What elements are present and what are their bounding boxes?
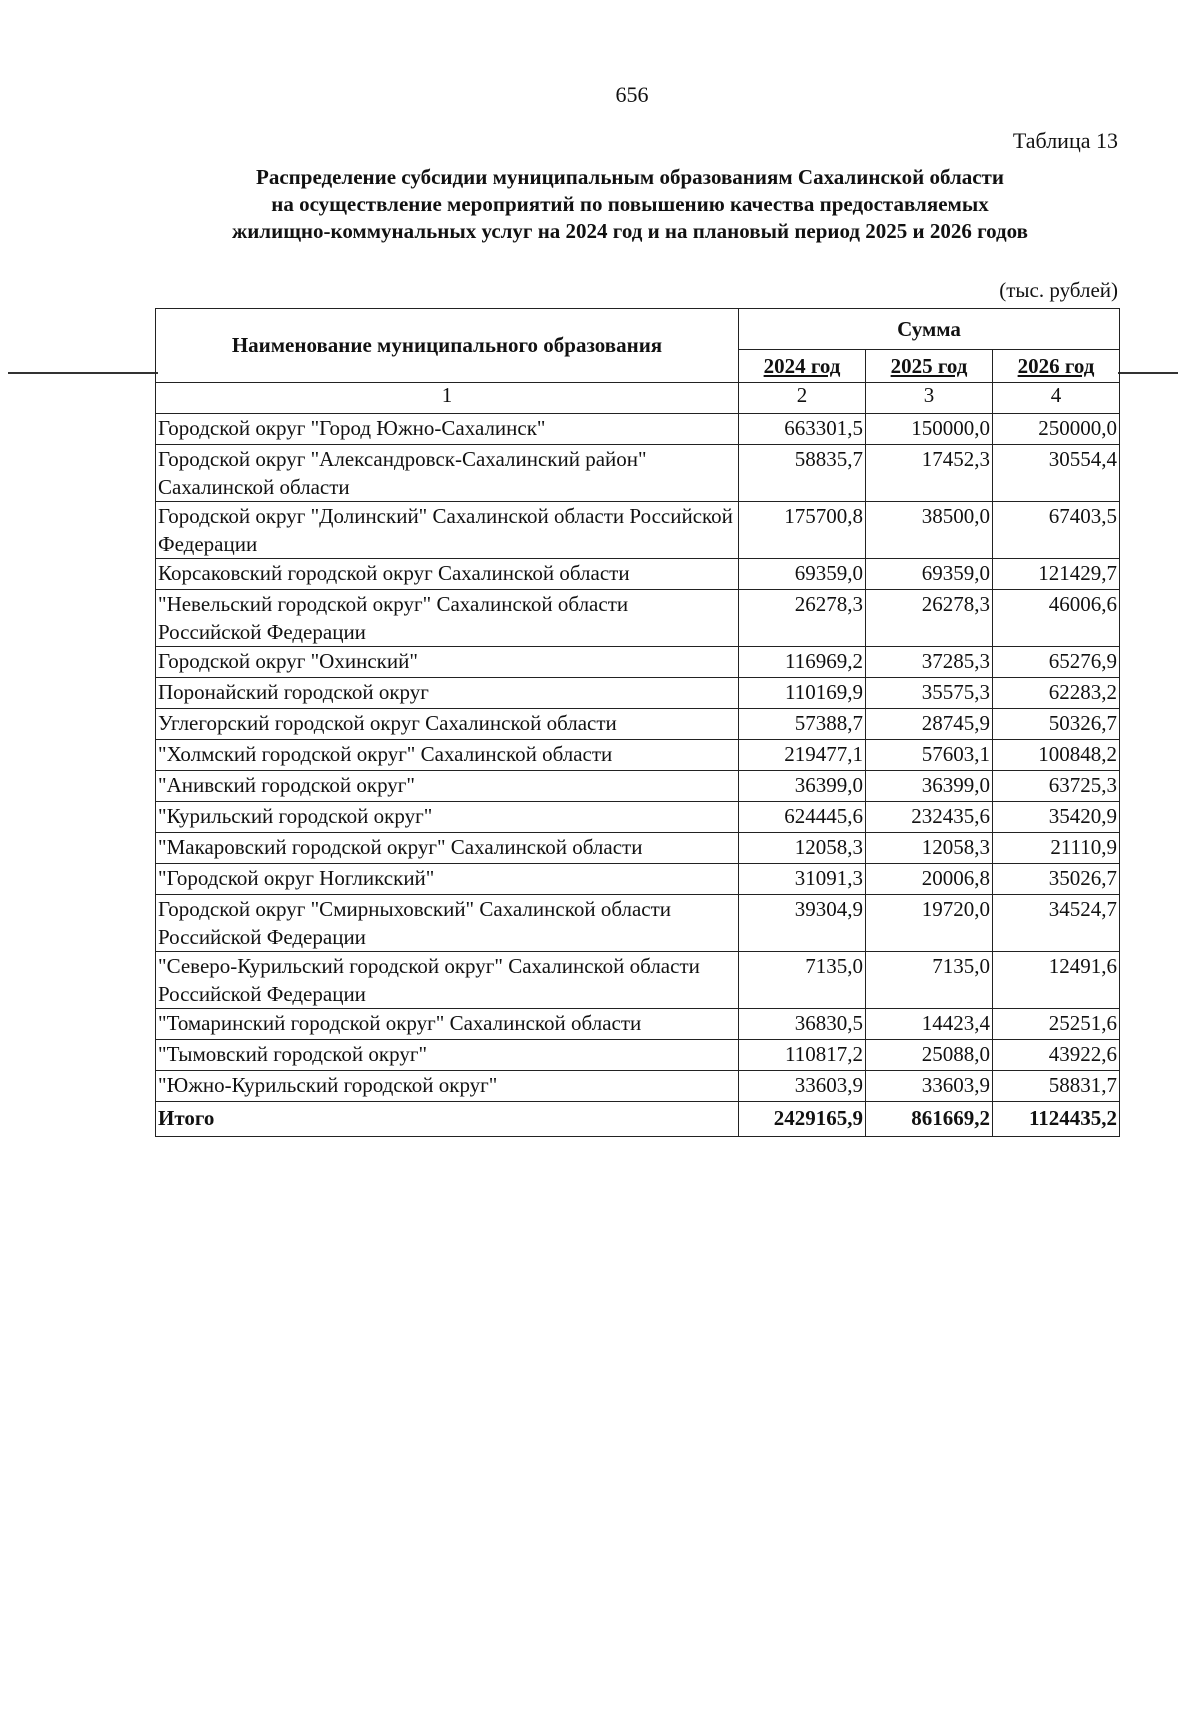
amount-2024: 7135,0 (739, 952, 866, 1009)
amount-2024: 175700,8 (739, 502, 866, 559)
amount-2026: 63725,3 (993, 771, 1120, 802)
amount-2026: 250000,0 (993, 414, 1120, 445)
header-sum: Сумма (739, 309, 1120, 350)
municipality-name: "Городской округ Ногликский" (156, 864, 739, 895)
amount-2025: 33603,9 (866, 1071, 993, 1102)
amount-2026: 46006,6 (993, 590, 1120, 647)
municipality-name: "Южно-Курильский городской округ" (156, 1071, 739, 1102)
amount-2025: 57603,1 (866, 740, 993, 771)
amount-2024: 69359,0 (739, 559, 866, 590)
municipality-name: "Курильский городской округ" (156, 802, 739, 833)
amount-2025: 12058,3 (866, 833, 993, 864)
amount-2026: 50326,7 (993, 709, 1120, 740)
table-row (156, 678, 1120, 709)
amount-2025: 35575,3 (866, 678, 993, 709)
municipality-name: Городской округ "Охинский" (156, 647, 739, 678)
total-2026: 1124435,2 (993, 1102, 1120, 1137)
amount-2025: 19720,0 (866, 895, 993, 952)
amount-2025: 36399,0 (866, 771, 993, 802)
amount-2026: 35420,9 (993, 802, 1120, 833)
municipality-name: Городской округ "Долинский" Сахалинской области Российской Федерации (156, 502, 739, 559)
column-number: 4 (993, 383, 1120, 414)
amount-2024: 36830,5 (739, 1009, 866, 1040)
municipality-name: Углегорский городской округ Сахалинской области (156, 709, 739, 740)
total-label: Итого (156, 1102, 739, 1137)
page-number: 656 (615, 82, 649, 107)
table-row (156, 802, 1120, 833)
amount-2025: 7135,0 (866, 952, 993, 1009)
table-row (156, 559, 1120, 590)
municipality-name: Городской округ "Александровск-Сахалинский район" Сахалинской области (156, 445, 739, 502)
table-row (156, 502, 1120, 559)
column-number: 2 (739, 383, 866, 414)
municipality-name: "Северо-Курильский городской округ" Сахалинской области Российской Федерации (156, 952, 739, 1009)
table-label: Таблица 13 (1012, 128, 1118, 153)
amount-2026: 12491,6 (993, 952, 1120, 1009)
amount-2024: 12058,3 (739, 833, 866, 864)
amount-2024: 58835,7 (739, 445, 866, 502)
units-label: (тыс. рублей) (999, 278, 1118, 302)
amount-2026: 43922,6 (993, 1040, 1120, 1071)
municipality-name: "Тымовский городской округ" (156, 1040, 739, 1071)
header-year-2024: 2024 год (739, 350, 866, 383)
scan-artifact-line-left (8, 372, 158, 374)
table-row (156, 895, 1120, 952)
municipality-name: Корсаковский городской округ Сахалинской области (156, 559, 739, 590)
amount-2026: 62283,2 (993, 678, 1120, 709)
total-2024: 2429165,9 (739, 1102, 866, 1137)
total-row (156, 1102, 1120, 1137)
table-row (156, 1009, 1120, 1040)
amount-2026: 30554,4 (993, 445, 1120, 502)
amount-2024: 624445,6 (739, 802, 866, 833)
amount-2025: 25088,0 (866, 1040, 993, 1071)
document-title (150, 164, 1110, 245)
table-row (156, 740, 1120, 771)
amount-2026: 21110,9 (993, 833, 1120, 864)
column-number: 1 (156, 383, 739, 414)
table-row (156, 1071, 1120, 1102)
amount-2026: 100848,2 (993, 740, 1120, 771)
amount-2024: 33603,9 (739, 1071, 866, 1102)
title-line-2: на осуществление мероприятий по повышению качества предоставляемых (271, 192, 989, 216)
amount-2025: 150000,0 (866, 414, 993, 445)
amount-2024: 116969,2 (739, 647, 866, 678)
amount-2025: 69359,0 (866, 559, 993, 590)
column-number: 3 (866, 383, 993, 414)
header-municipality: Наименование муниципального образования (156, 309, 739, 383)
municipality-name: "Томаринский городской округ" Сахалинской области (156, 1009, 739, 1040)
municipality-name: "Невельский городской округ" Сахалинской области Российской Федерации (156, 590, 739, 647)
amount-2024: 219477,1 (739, 740, 866, 771)
amount-2024: 110169,9 (739, 678, 866, 709)
title-line-1: Распределение субсидии муниципальным образованиям Сахалинской области (256, 165, 1004, 189)
amount-2025: 232435,6 (866, 802, 993, 833)
total-2025: 861669,2 (866, 1102, 993, 1137)
municipality-name: "Анивский городской округ" (156, 771, 739, 802)
subsidy-table (155, 308, 1120, 1137)
table-row (156, 771, 1120, 802)
amount-2025: 17452,3 (866, 445, 993, 502)
amount-2025: 37285,3 (866, 647, 993, 678)
amount-2026: 25251,6 (993, 1009, 1120, 1040)
table-row (156, 1040, 1120, 1071)
table-body (156, 414, 1120, 1137)
amount-2025: 14423,4 (866, 1009, 993, 1040)
amount-2024: 36399,0 (739, 771, 866, 802)
amount-2026: 58831,7 (993, 1071, 1120, 1102)
amount-2026: 67403,5 (993, 502, 1120, 559)
amount-2025: 26278,3 (866, 590, 993, 647)
table-row (156, 414, 1120, 445)
amount-2024: 26278,3 (739, 590, 866, 647)
amount-2026: 65276,9 (993, 647, 1120, 678)
table-row (156, 709, 1120, 740)
table-row (156, 445, 1120, 502)
municipality-name: "Холмский городской округ" Сахалинской области (156, 740, 739, 771)
table-row (156, 647, 1120, 678)
table-row (156, 864, 1120, 895)
amount-2024: 31091,3 (739, 864, 866, 895)
municipality-name: Городской округ "Смирныховский" Сахалинской области Российской Федерации (156, 895, 739, 952)
amount-2026: 35026,7 (993, 864, 1120, 895)
amount-2025: 20006,8 (866, 864, 993, 895)
table-row (156, 833, 1120, 864)
amount-2024: 663301,5 (739, 414, 866, 445)
amount-2024: 57388,7 (739, 709, 866, 740)
amount-2026: 34524,7 (993, 895, 1120, 952)
amount-2024: 110817,2 (739, 1040, 866, 1071)
municipality-name: "Макаровский городской округ" Сахалинской области (156, 833, 739, 864)
header-year-2026: 2026 год (993, 350, 1120, 383)
title-line-3: жилищно-коммунальных услуг на 2024 год и на плановый период 2025 и 2026 годов (231, 219, 1028, 243)
amount-2026: 121429,7 (993, 559, 1120, 590)
municipality-name: Поронайский городской округ (156, 678, 739, 709)
amount-2025: 38500,0 (866, 502, 993, 559)
amount-2025: 28745,9 (866, 709, 993, 740)
table-row (156, 952, 1120, 1009)
table-row (156, 590, 1120, 647)
scan-artifact-line-right (1118, 372, 1178, 374)
header-year-2025: 2025 год (866, 350, 993, 383)
amount-2024: 39304,9 (739, 895, 866, 952)
municipality-name: Городской округ "Город Южно-Сахалинск" (156, 414, 739, 445)
